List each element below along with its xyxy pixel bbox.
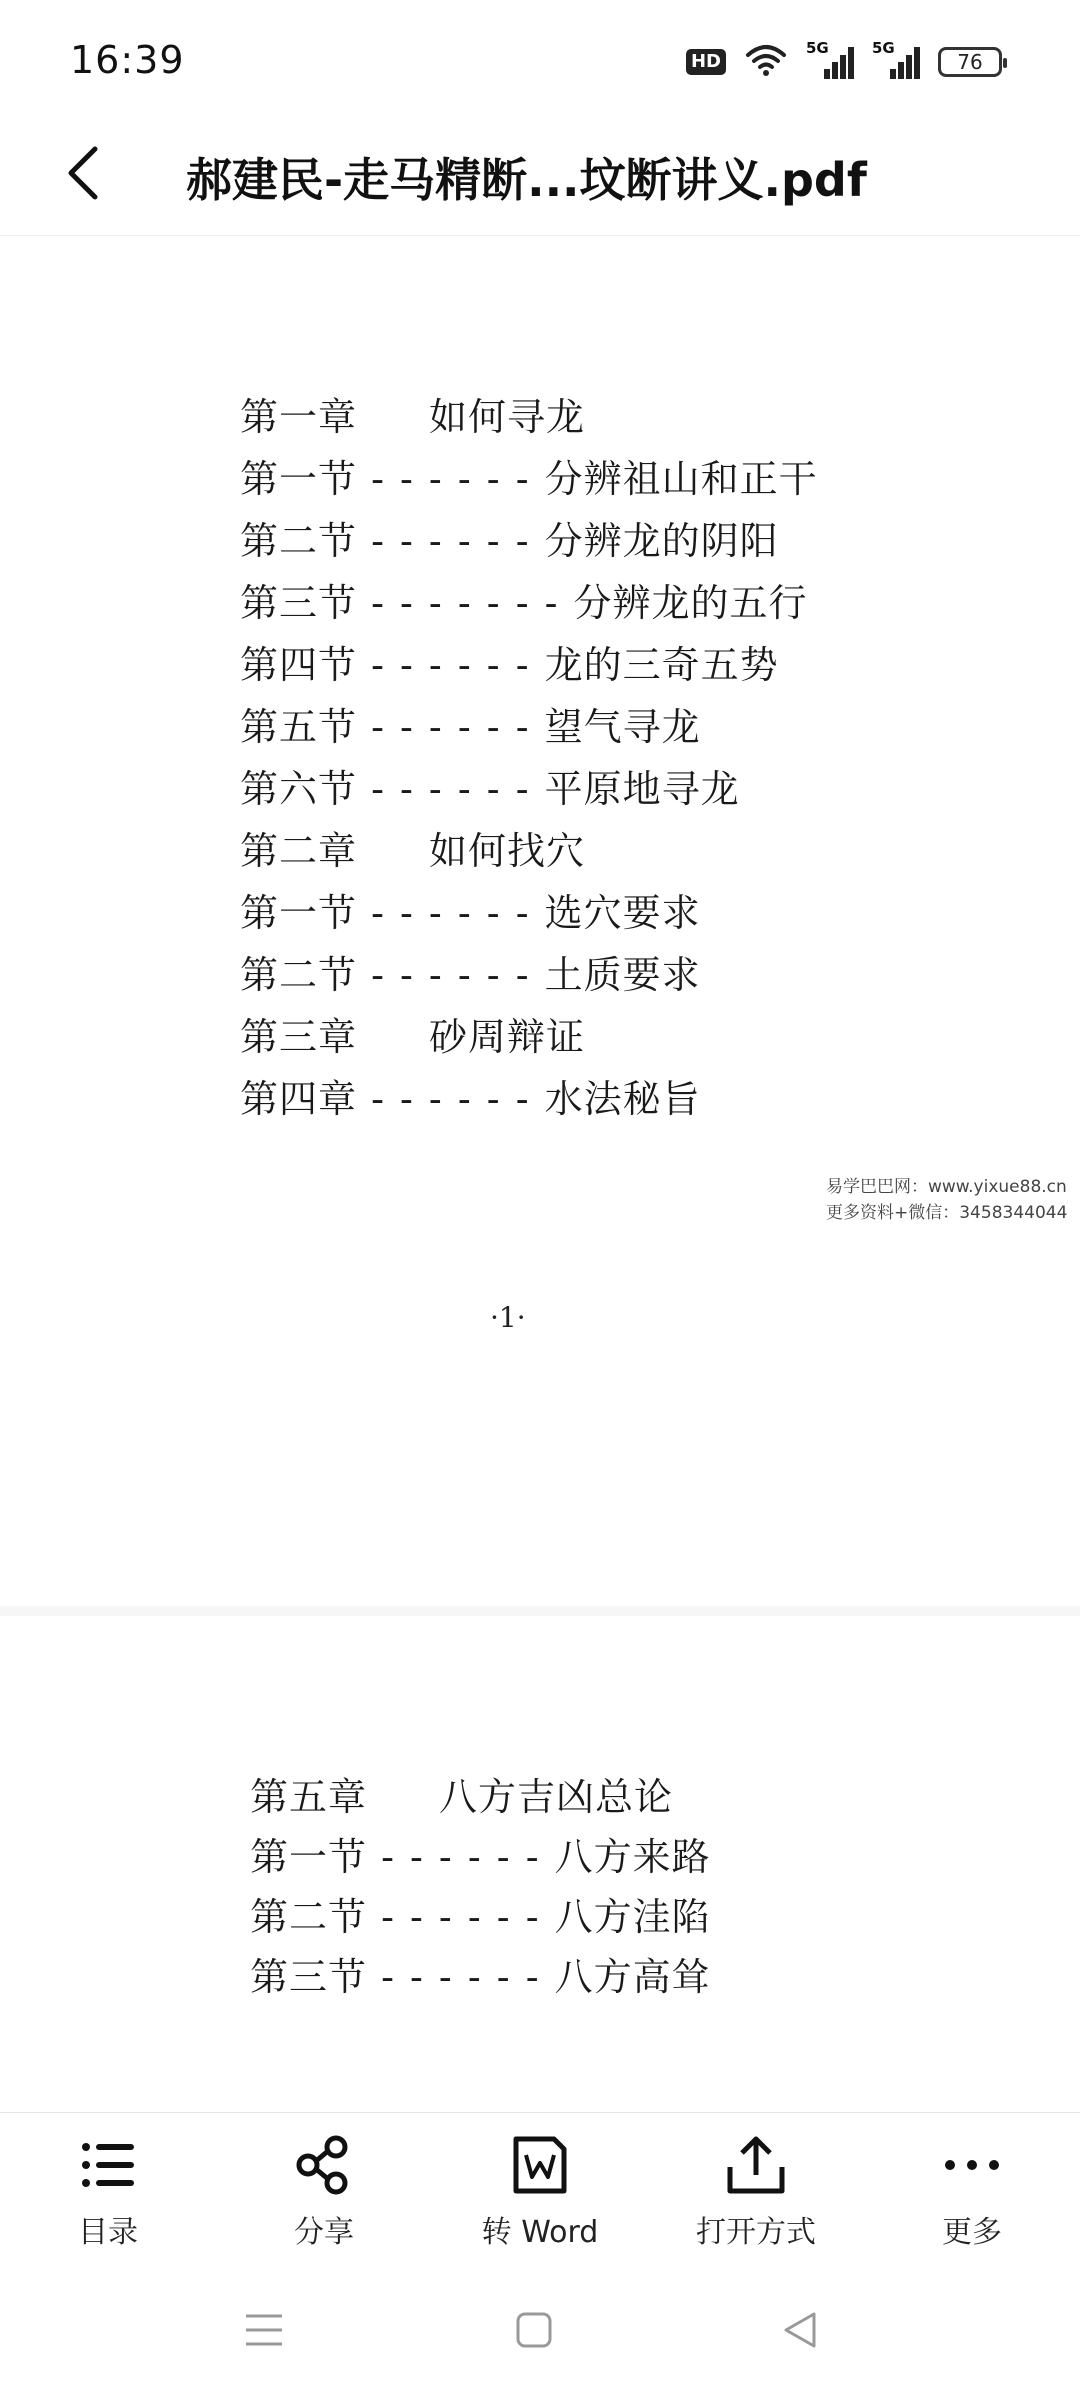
signal-5g-icon: 5G (806, 45, 854, 79)
toc-separator: - - - - - - (357, 705, 545, 749)
toc-line (240, 634, 779, 689)
toc-label: 第二章 (240, 829, 358, 873)
toc-line (240, 758, 740, 813)
toc-text: 龙的三奇五势 (544, 643, 779, 687)
hd-icon: HD (686, 49, 726, 75)
toc-separator: - - - - - - (357, 891, 545, 935)
toc-line (240, 1068, 701, 1123)
toc-line (250, 1946, 711, 2001)
bottom-toolbar (0, 2112, 1080, 2263)
battery-level: 76 (957, 50, 983, 74)
pdf-page-1 (0, 236, 1080, 1606)
pdf-page-2 (0, 1616, 1080, 2111)
signal-5g-icon: 5G (872, 45, 920, 79)
share-button[interactable] (216, 2113, 432, 2263)
toc-separator: - - - - - - (357, 519, 545, 563)
watermark (826, 1174, 1067, 1226)
toc-label: 第三章 (240, 1015, 358, 1059)
toc-line (250, 1886, 711, 1941)
toc-label: 第一节 (240, 457, 358, 501)
toc-label: 第一节 (250, 1835, 368, 1879)
toc-line (240, 448, 818, 503)
toc-text: 八方吉凶总论 (439, 1775, 674, 1819)
toc-line (250, 1766, 673, 1821)
toc-separator: - - - - - - (357, 457, 545, 501)
open-with-icon (724, 2133, 788, 2197)
wifi-icon (744, 43, 788, 81)
toc-label: 第一章 (240, 395, 358, 439)
toc-text: 分辨祖山和正干 (544, 457, 818, 501)
toc-label: 第三节 (250, 1955, 368, 1999)
share-icon (292, 2133, 356, 2197)
toc-text: 八方来路 (554, 1835, 711, 1879)
toolbar-label: 目录 (78, 2215, 138, 2250)
home-icon (514, 2310, 554, 2354)
toc-text: 如何找穴 (429, 829, 586, 873)
toc-text: 分辨龙的五行 (573, 581, 808, 625)
toc-line (240, 882, 701, 937)
convert-word-button[interactable] (432, 2113, 648, 2263)
toc-line (240, 510, 779, 565)
toc-text: 水法秘旨 (544, 1077, 701, 1121)
toc-line (240, 572, 808, 627)
toolbar-label: 更多 (942, 2215, 1002, 2250)
toc-text: 平原地寻龙 (544, 767, 740, 811)
toc-label: 第六节 (240, 767, 358, 811)
watermark-line: 更多资料+微信：3458344044 (826, 1203, 1068, 1223)
toc-line (240, 696, 701, 751)
toc-label: 第四章 (240, 1077, 358, 1121)
toc-label: 第四节 (240, 643, 358, 687)
more-icon (940, 2133, 1004, 2197)
menu-button[interactable] (234, 2302, 294, 2362)
toc-label: 第一节 (240, 891, 358, 935)
toc-separator: - - - - - - (367, 1835, 555, 1879)
toc-text: 选穴要求 (544, 891, 701, 935)
toc-button[interactable] (0, 2113, 216, 2263)
status-time: 16:39 (70, 38, 185, 82)
toc-text: 八方高耸 (554, 1955, 711, 1999)
chevron-left-icon (63, 143, 103, 207)
toc-line (240, 944, 701, 999)
back-button[interactable] (48, 140, 118, 210)
toc-line (240, 820, 585, 875)
word-convert-icon (508, 2133, 572, 2197)
toc-text: 望气寻龙 (544, 705, 701, 749)
toc-separator: - - - - - - - (357, 581, 574, 625)
toc-text: 如何寻龙 (429, 395, 586, 439)
list-icon (76, 2133, 140, 2197)
pdf-viewer[interactable] (0, 236, 1080, 2111)
page-number: ·1· (490, 1301, 526, 1334)
status-icons (686, 40, 1002, 84)
watermark-line: 易学巴巴网：www.yixue88.cn (826, 1177, 1067, 1197)
open-with-button[interactable] (648, 2113, 864, 2263)
title-bar (0, 120, 1080, 236)
toc-text: 八方洼陷 (554, 1895, 711, 1939)
toolbar-label: 转 Word (481, 2215, 599, 2250)
more-button[interactable] (864, 2113, 1080, 2263)
toc-line (240, 386, 585, 441)
toc-label: 第三节 (240, 581, 358, 625)
system-nav-bar (0, 2262, 1080, 2400)
menu-icon (244, 2310, 284, 2354)
home-button[interactable] (504, 2302, 564, 2362)
toc-label: 第二节 (250, 1895, 368, 1939)
toc-label: 第五章 (250, 1775, 368, 1819)
battery-icon (938, 47, 1002, 77)
toc-separator: - - - - - - (357, 953, 545, 997)
toc-label: 第五节 (240, 705, 358, 749)
back-nav-button[interactable] (770, 2302, 830, 2362)
toolbar-label: 分享 (294, 2215, 354, 2250)
toc-text: 砂周辩证 (429, 1015, 586, 1059)
toc-text: 分辨龙的阴阳 (544, 519, 779, 563)
status-bar (0, 0, 1080, 120)
toc-label: 第二节 (240, 953, 358, 997)
toc-line (250, 1826, 711, 1881)
toc-separator: - - - - - - (357, 643, 545, 687)
toc-line (240, 1006, 585, 1061)
toc-separator: - - - - - - (357, 1077, 545, 1121)
back-triangle-icon (780, 2310, 820, 2354)
toolbar-label: 打开方式 (696, 2215, 816, 2250)
toc-separator: - - - - - - (367, 1895, 555, 1939)
document-title: 郝建民-走马精断...坟断讲义.pdf (186, 153, 867, 207)
toc-text: 土质要求 (544, 953, 701, 997)
toc-label: 第二节 (240, 519, 358, 563)
toc-separator: - - - - - - (367, 1955, 555, 1999)
toc-separator: - - - - - - (357, 767, 545, 811)
